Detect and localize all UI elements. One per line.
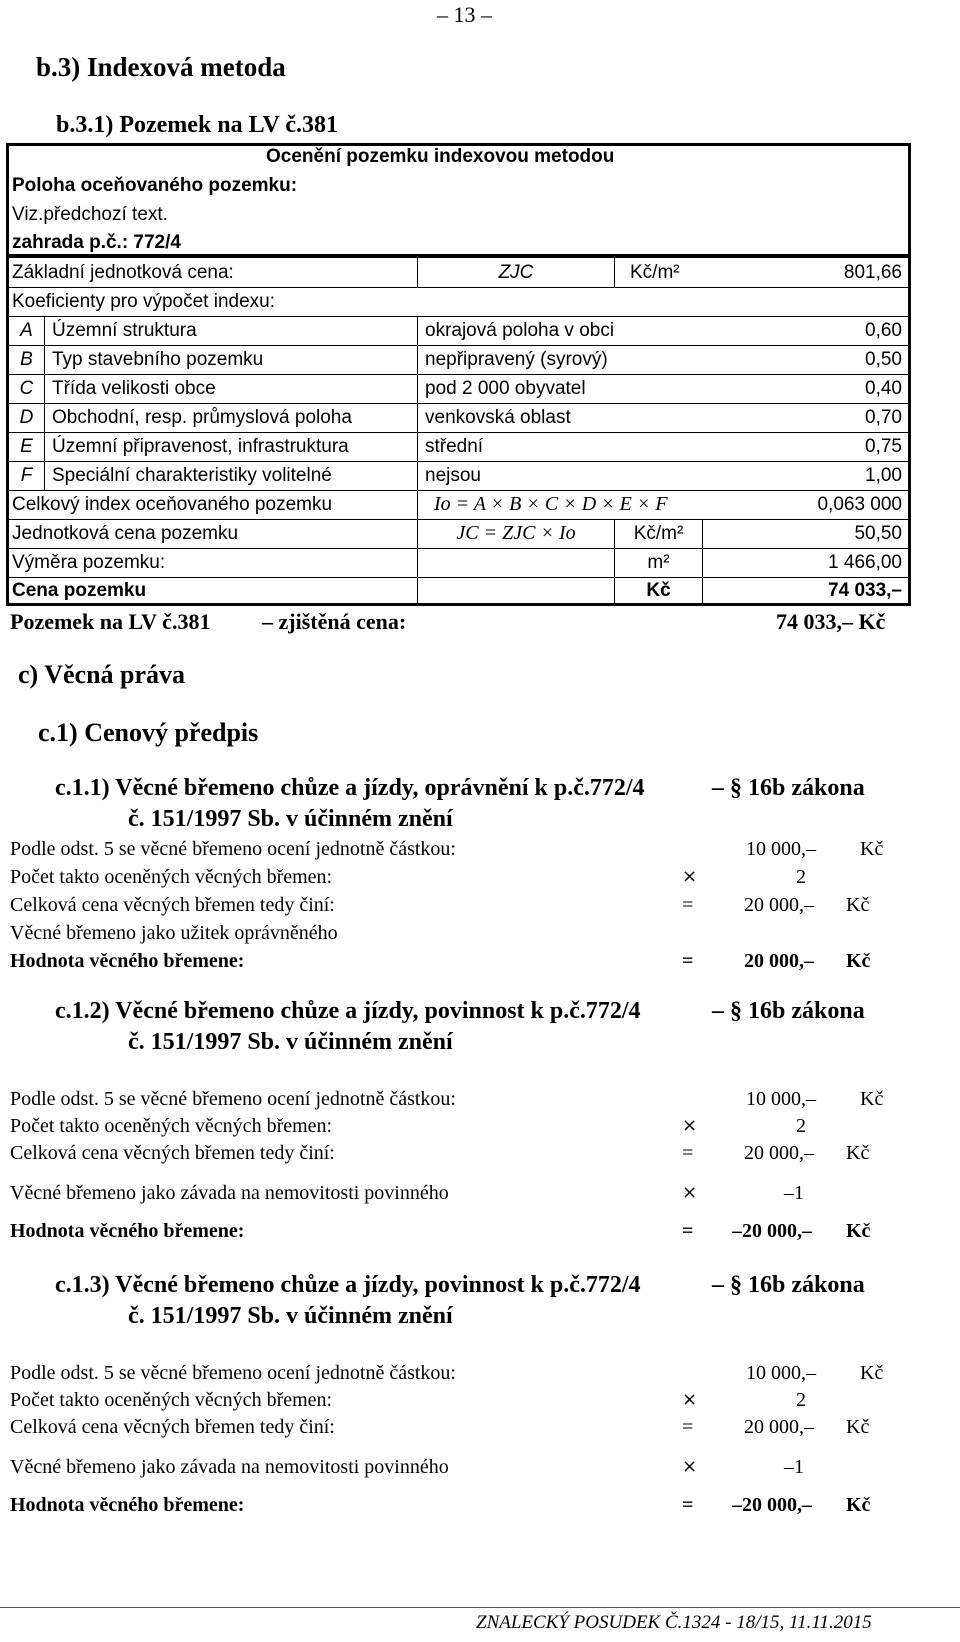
total-unit: Kč	[846, 1494, 871, 1516]
row-value: 2	[796, 866, 806, 888]
coef-name: Územní připravenost, infrastruktura	[52, 436, 349, 457]
row-label: Celková cena věcných břemen tedy činí:	[10, 894, 335, 916]
coef-letter: B	[20, 349, 33, 370]
row-value: 2	[796, 1115, 806, 1137]
coef-value: 0,60	[865, 320, 902, 341]
coef-option: venkovská oblast	[425, 407, 571, 428]
row-unit: Kč	[846, 1416, 870, 1438]
coef-option: pod 2 000 obyvatel	[425, 378, 586, 399]
parcel-label: zahrada p.č.: 772/4	[12, 232, 181, 253]
coef-name: Typ stavebního pozemku	[52, 349, 264, 370]
total-label: Hodnota věcného břemene:	[10, 1220, 245, 1242]
equals-sign: =	[682, 1220, 694, 1242]
section-heading-b31: b.3.1) Pozemek na LV č.381	[56, 112, 338, 138]
multiply-sign: ×	[682, 1389, 698, 1410]
equals-sign: =	[682, 1142, 694, 1164]
easement-law: – § 16b zákona	[712, 998, 865, 1024]
total-unit: Kč	[846, 1220, 871, 1242]
index-value: 0,063 000	[817, 494, 902, 515]
total-value: –20 000,–	[732, 1220, 812, 1242]
equals-sign: =	[682, 1416, 694, 1438]
easement-law: – § 16b zákona	[712, 775, 865, 801]
row-unit: Kč	[860, 1088, 884, 1110]
row-value: 10 000,–	[746, 1362, 816, 1384]
row-unit: Kč	[860, 1362, 884, 1384]
row-value: –1	[784, 1456, 804, 1478]
land-price-value: 74 033,–	[828, 580, 902, 601]
base-price-label: Základní jednotková cena:	[12, 262, 234, 283]
equals-sign: =	[682, 950, 694, 972]
coef-letter: D	[19, 407, 34, 428]
coef-option: střední	[425, 436, 484, 457]
row-unit: Kč	[846, 894, 870, 916]
multiply-sign: ×	[682, 1182, 698, 1203]
equals-sign: =	[682, 894, 694, 916]
index-formula: Io = A × B × C × D × E × F	[434, 493, 668, 515]
row-value: 20 000,–	[744, 1142, 814, 1164]
equals-sign: =	[682, 1494, 694, 1516]
row-value: 10 000,–	[746, 838, 816, 860]
area-value: 1 466,00	[828, 552, 902, 573]
area-label: Výměra pozemku:	[12, 552, 166, 573]
multiply-sign: ×	[682, 866, 698, 887]
easement-title: c.1.3) Věcné břemeno chůze a jízdy, povinnost k p.č.772/4	[55, 1272, 641, 1298]
result-value: 74 033,– Kč	[776, 609, 886, 634]
footer-text: ZNALECKÝ POSUDEK Č.1324 - 18/15, 11.11.2015	[476, 1612, 872, 1633]
coef-letter: E	[20, 436, 33, 457]
row-unit: Kč	[860, 838, 884, 860]
coef-value: 0,40	[865, 378, 902, 399]
easement-law: – § 16b zákona	[712, 1272, 865, 1298]
coef-option: nejsou	[425, 465, 481, 486]
land-price-label: Cena pozemku	[12, 580, 147, 601]
coef-option: nepřipravený (syrový)	[425, 349, 608, 370]
location-text: Viz.předchozí text.	[12, 204, 168, 225]
coef-name: Třída velikosti obce	[52, 378, 216, 399]
row-label: Věcné břemeno jako užitek oprávněného	[10, 922, 338, 944]
easement-title: c.1.1) Věcné břemeno chůze a jízdy, oprávnění k p.č.772/4	[55, 775, 645, 801]
page-number: – 13 –	[437, 2, 492, 27]
total-unit: Kč	[846, 950, 871, 972]
location-label: Poloha oceňovaného pozemku:	[12, 175, 298, 196]
section-heading-c: c) Věcná práva	[18, 660, 186, 689]
row-label: Celková cena věcných břemen tedy činí:	[10, 1142, 335, 1164]
row-value: 2	[796, 1389, 806, 1411]
multiply-sign: ×	[682, 1456, 698, 1477]
easement-law-ref: č. 151/1997 Sb. v účinném znění	[128, 806, 453, 832]
easement-law-ref: č. 151/1997 Sb. v účinném znění	[128, 1303, 453, 1329]
section-heading-c1: c.1) Cenový předpis	[38, 718, 259, 747]
unit-price-formula: JC = ZJC × Io	[456, 522, 576, 544]
row-label: Počet takto oceněných věcných břemen:	[10, 1389, 333, 1411]
coef-name: Územní struktura	[52, 320, 197, 341]
row-value: 20 000,–	[744, 894, 814, 916]
coef-letter: F	[20, 465, 33, 486]
footer-divider	[0, 1607, 960, 1608]
coef-letter: C	[19, 378, 34, 399]
base-price-symbol: ZJC	[498, 262, 534, 283]
section-heading-b3: b.3) Indexová metoda	[36, 52, 286, 82]
row-unit: Kč	[846, 1142, 870, 1164]
total-value: 20 000,–	[744, 950, 814, 972]
result-text: – zjištěná cena:	[262, 609, 407, 634]
row-label: Podle odst. 5 se věcné břemeno ocení jednotně částkou:	[10, 1088, 456, 1110]
total-label: Hodnota věcného břemene:	[10, 950, 245, 972]
coefficients-label: Koeficienty pro výpočet indexu:	[12, 291, 275, 312]
coef-option: okrajová poloha v obci	[425, 320, 615, 341]
index-label: Celkový index oceňovaného pozemku	[12, 494, 333, 515]
row-label: Celková cena věcných břemen tedy činí:	[10, 1416, 335, 1438]
total-value: –20 000,–	[732, 1494, 812, 1516]
coef-value: 0,70	[865, 407, 902, 428]
row-label: Věcné břemeno jako závada na nemovitosti povinného	[10, 1456, 449, 1478]
base-price-unit: Kč/m²	[630, 262, 680, 283]
row-label: Podle odst. 5 se věcné břemeno ocení jednotně částkou:	[10, 1362, 456, 1384]
coef-name: Speciální charakteristiky volitelné	[52, 465, 332, 486]
base-price-value: 801,66	[843, 262, 902, 283]
unit-price-unit: Kč/m²	[633, 523, 684, 544]
coef-name: Obchodní, resp. průmyslová poloha	[52, 407, 352, 428]
row-label: Počet takto oceněných věcných břemen:	[10, 866, 333, 888]
row-label: Věcné břemeno jako závada na nemovitosti povinného	[10, 1182, 449, 1204]
total-label: Hodnota věcného břemene:	[10, 1494, 245, 1516]
row-label: Podle odst. 5 se věcné břemeno ocení jednotně částkou:	[10, 838, 456, 860]
easement-title: c.1.2) Věcné břemeno chůze a jízdy, povinnost k p.č.772/4	[55, 998, 641, 1024]
multiply-sign: ×	[682, 1115, 698, 1136]
row-value: 10 000,–	[746, 1088, 816, 1110]
unit-price-value: 50,50	[854, 523, 902, 544]
row-value: –1	[784, 1182, 804, 1204]
coef-value: 1,00	[865, 465, 902, 486]
result-label: Pozemek na LV č.381	[10, 609, 211, 634]
coef-value: 0,50	[865, 349, 902, 370]
area-unit: m²	[647, 552, 670, 573]
row-value: 20 000,–	[744, 1416, 814, 1438]
easement-law-ref: č. 151/1997 Sb. v účinném znění	[128, 1029, 453, 1055]
coef-letter: A	[20, 320, 33, 341]
land-price-unit: Kč	[646, 580, 671, 601]
unit-price-label: Jednotková cena pozemku	[12, 523, 239, 544]
table-title: Ocenění pozemku indexovou metodou	[266, 146, 615, 167]
row-label: Počet takto oceněných věcných břemen:	[10, 1115, 333, 1137]
coef-value: 0,75	[865, 436, 902, 457]
